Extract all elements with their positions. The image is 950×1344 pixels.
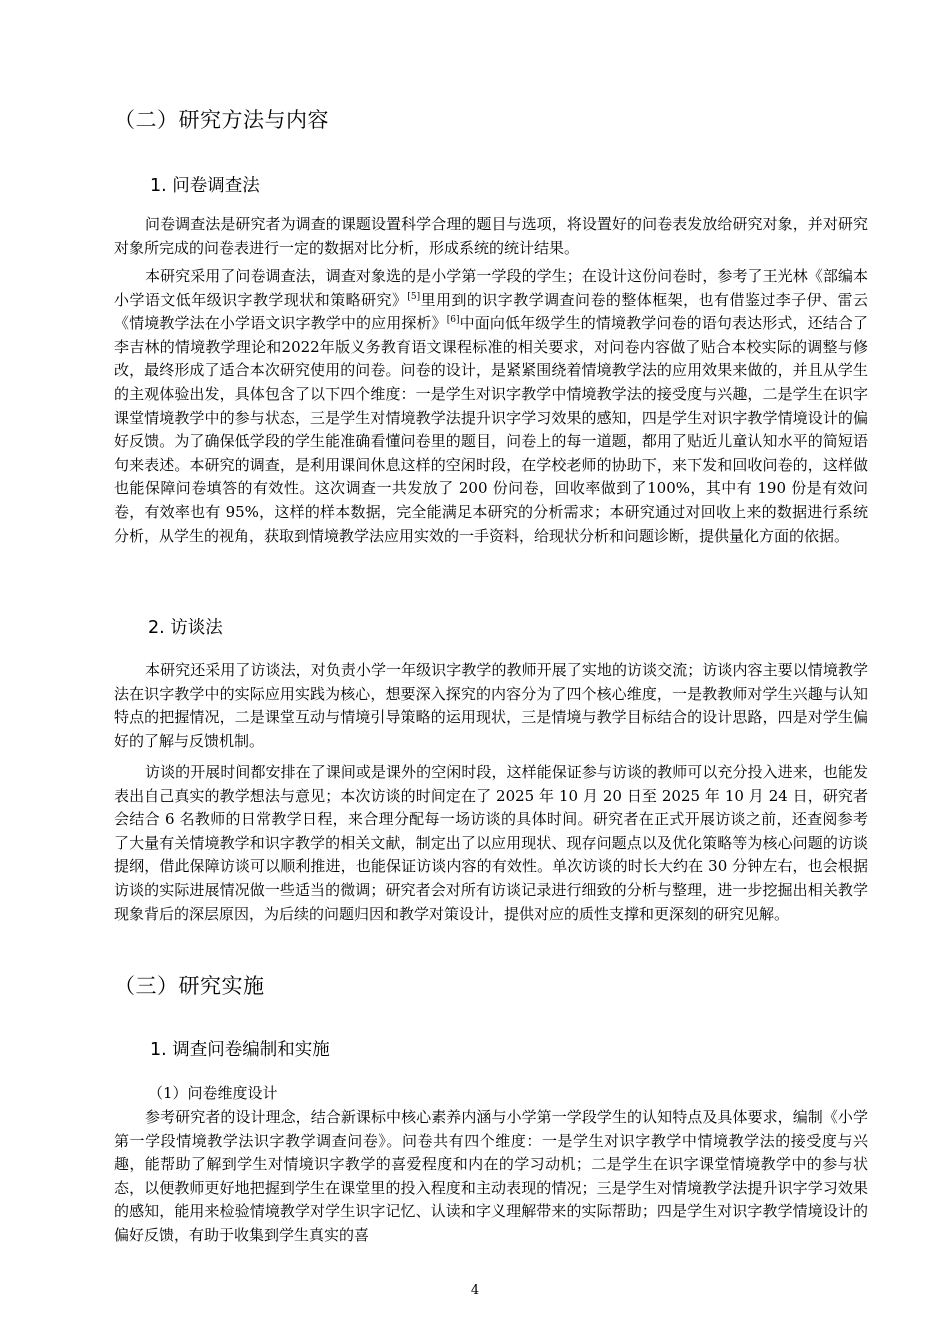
paragraph-interview-schedule: 访谈的开展时间都安排在了课间或是课外的空闲时段，这样能保证参与访谈的教师可以充分投入进来，也能发表出自己真实的教学想法与意见；本次访谈的时间定在了 2025 年 10 月 20 日至 2025 年 10 月 24 日，研究者会结合 6 名教师的日常教学日程，来合理分配每一场访谈的具体时间。研究者在正式开展访谈之前，还查阅参考了大量有关情境教学和识字教学的相关文献，制定出了以应用现状、现存问题点以及优化策略等为核心问题的访谈提纲，借此保障访谈可以顺利推进，也能保证访谈内容的有效性。单次访谈的时长大约在 30 分钟左右，也会根据访谈的实际进展情况做一些适当的微调；研究者会对所有访谈记录进行细致的分析与整理，进一步挖掘出相关教学现象背后的深层原因，为后续的问题归因和教学对策设计，提供对应的质性支撑和更深刻的研究见解。 bbox=[114, 763, 868, 923]
paragraph-dimension-design: 参考研究者的设计理念，结合新课标中核心素养内涵与小学第一学段学生的认知特点及具体要求，编制《小学第一学段情境教学法识字教学调查问卷》。问卷共有四个维度：一是学生对识字教学中情境教学法的接受度与兴趣，能帮助了解到学生对情境识字教学的喜爱程度和内在的学习动机；二是学生在识字课堂情境教学中的参与状态，以便教师更好地把握到学生在课堂里的投入程度和主动表现的情况；三是学生对情境教学法提升识字学习效果的感知，能用来检验情境教学对学生识字记忆、认读和字义理解带来的实际帮助；四是学生对识字教学情境设计的偏好反馈，有助于收集到学生真实的喜 bbox=[114, 1108, 868, 1244]
paragraph-interview-overview: 本研究还采用了访谈法，对负责小学一年级识字教学的教师开展了实地的访谈交流；访谈内容主要以情境教学法在识字教学中的实际应用实践为核心，想要深入探究的内容分为了四个核心维度，一是教教师对学生兴趣与认知特点的把握情况，二是课堂互动与情境引导策略的运用现状，三是情境与教学目标结合的设计思路，四是对学生偏好的了解与反馈机制。 bbox=[114, 661, 868, 750]
citation-ref-6: [6] bbox=[446, 315, 460, 326]
subheading-survey-design: 1. 调查问卷编制和实施 bbox=[150, 1040, 330, 1060]
list-item-dimension-design: （1）问卷维度设计 bbox=[148, 1084, 278, 1102]
subheading-questionnaire: 1. 问卷调查法 bbox=[150, 176, 260, 196]
subheading-interview: 2. 访谈法 bbox=[148, 618, 223, 638]
text-segment: 里用到的识字教学调查问卷的整体框架，也有借鉴过李子伊、雷云《情境教学法在小学语文识字教学中的应用探析》 bbox=[114, 290, 868, 333]
paragraph-questionnaire-definition: 问卷调查法是研究者为调查的课题设置科学合理的题目与选项，将设置好的问卷表发放给研究对象，并对研究对象所完成的问卷表进行一定的数据对比分析，形成系统的统计结果。 bbox=[114, 215, 868, 257]
paragraph-questionnaire-design bbox=[114, 265, 868, 548]
section-heading-methods: （二）研究方法与内容 bbox=[114, 108, 329, 132]
citation-ref-5: [5] bbox=[407, 291, 421, 302]
section-heading-implementation: （三）研究实施 bbox=[114, 974, 265, 998]
text-segment: 中面向低年级学生的情境教学问卷的语句表达形式，还结合了李吉林的情境教学理论和2022年版义务教育语文课程标准的相关要求，对问卷内容做了贴合本校实际的调整与修改，最终形成了适合本次研究使用的问卷。问卷的设计，是紧紧围绕着情境教学法的应用效果来做的，并且从学生的主观体验出发，具体包含了以下四个维度：一是学生对识字教学中情境教学法的接受度与兴趣，二是学生在识字课堂情境教学中的参与状态，三是学生对情境教学法提升识字学习效果的感知，四是学生对识字教学情境设计的偏好反馈。为了确保低学段的学生能准确看懂问卷里的题目，问卷上的每一道题，都用了贴近儿童认知水平的简短语句来表述。本研究的调查，是利用课间休息这样的空闲时段，在学校老师的协助下，来下发和回收问卷的，这样做也能保障问卷填答的有效性。这次调查一共发放了 200 份问卷，回收率做到了100%，其中有 190 份是有效问卷，有效率也有 95%，这样的样本数据，完全能满足本研究的分析需求；本研究通过对回收上来的数据进行系统分析，从学生的视角，获取到情境教学法应用实效的一手资料，给现状分析和问题诊断，提供量化方面的依据。 bbox=[114, 314, 868, 545]
page-number: 4 bbox=[470, 1283, 480, 1298]
text-segment: 本研究采用了问卷调查法，调查对象选的是小学第一学段的学生；在设计这份问卷时，参考了王光林《部编本小学语文低年级识字教学现状和策略研究》 bbox=[114, 267, 868, 309]
